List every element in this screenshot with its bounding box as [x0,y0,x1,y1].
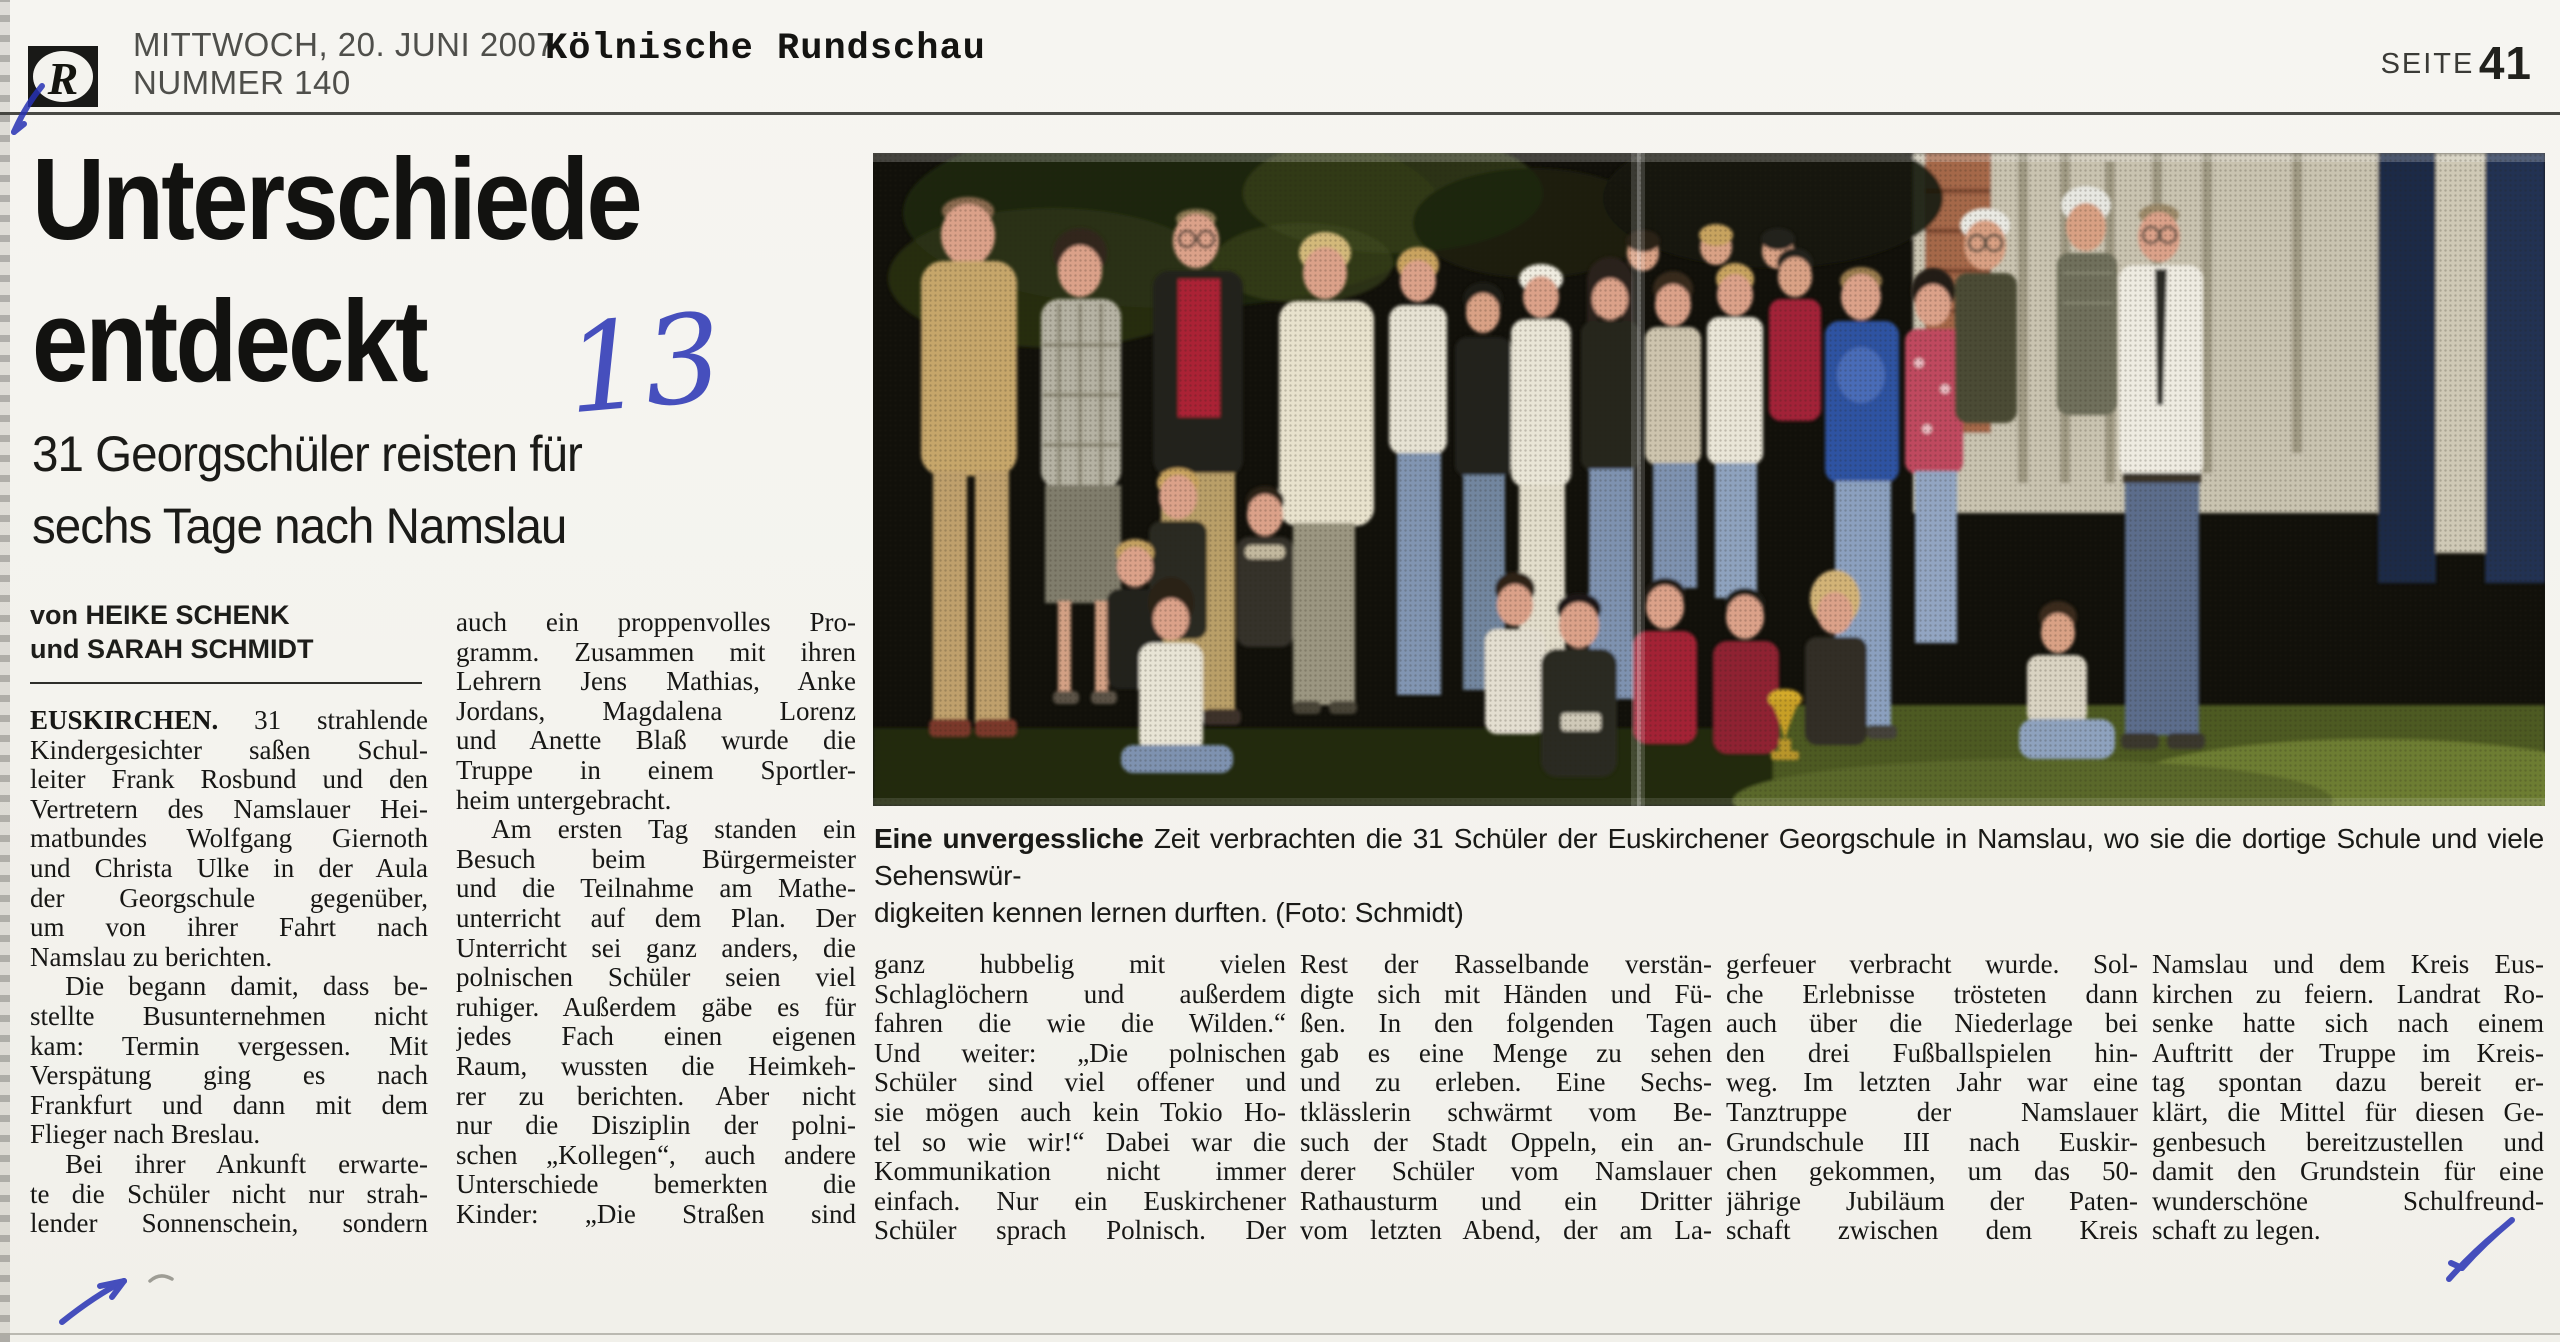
text-line: Raum, wussten die Heimkeh- [456,1051,856,1081]
page-label: SEITE [2380,48,2475,80]
text-line: und Christa Ulke in der Aula [30,853,428,883]
text-line: schaft zwischen dem Kreis [1726,1216,2138,1246]
text-line: unterricht auf dem Plan. Der [456,903,856,933]
subhead-line1: 31 Georgschüler reisten für [32,426,582,482]
text-line: tag spontan dazu bereit er- [2152,1068,2544,1098]
text-line: senke hatte sich nach einem [2152,1009,2544,1039]
text-line: fahren die wie die Wilden.“ [874,1009,1286,1039]
text-line: tel so wie wir!“ Dabei war die [874,1127,1286,1157]
text-line: auch über die Niederlage bei [1726,1009,2138,1039]
text-line: Namslau zu berichten. [30,942,273,972]
subhead-line2: sechs Tage nach Namslau [32,498,567,554]
header-rule [0,112,2560,115]
rundschau-logo [28,46,98,107]
text-line: Kindergesichter saßen Schul- [30,735,428,765]
text-line: um von ihrer Fahrt nach [30,913,428,943]
article-column-2 [456,608,856,1248]
text-line: damit den Grundstein für eine [2152,1157,2544,1187]
text-line: Bei ihrer Ankunft erwarte- [65,1149,428,1179]
text-line: Schlaglöchern und außerdem [874,979,1286,1009]
text-line: schen „Kollegen“, auch andere [456,1140,856,1170]
text-line: nur die Disziplin der polni- [456,1111,856,1141]
text-line: Schüler sprach Polnisch. Der [874,1216,1286,1246]
scan-bottom-line [0,1333,2560,1335]
text-line: Besuch beim Bürgermeister [456,844,856,874]
text-line: tklässlerin schwärmt vom Be- [1300,1097,1712,1127]
text-line: Unterricht sei ganz anders, die [456,933,856,963]
text-line: den drei Fußballspielen hin- [1726,1038,2138,1068]
text-line: lender Sonnenschein, sondern [30,1209,428,1239]
text-line: gramm. Zusammen mit ihren [456,637,856,667]
text-line: stellte Busunternehmen nicht [30,1001,428,1031]
text-line: Kommunikation nicht immer [874,1157,1286,1187]
text-line: kam: Termin vergessen. Mit [30,1031,428,1061]
headline-line1: Unterschiede [32,134,641,264]
article-column-6 [2152,950,2544,1250]
scan-edge-artifact [0,0,10,1342]
text-line: jährige Jubiläum der Paten- [1726,1186,2138,1216]
caption-lead: Eine unvergessliche [874,823,1144,854]
text-line: Schüler sind viel offener und [874,1068,1286,1098]
text-line: klärt, die Mittel für diesen Ge- [2152,1097,2544,1127]
masthead-title: Kölnische Rundschau [545,28,986,70]
text-line: Jordans, Magdalena Lorenz [456,696,856,726]
headline [32,128,731,412]
text-line: Frankfurt und dann mit dem [30,1090,428,1120]
text-line: Lehrern Jens Mathias, Anke [456,667,856,697]
caption-line1 [874,820,2544,894]
text-line: Grundschule III nach Euskir- [1726,1127,2138,1157]
text-line: Flieger nach Breslau. [30,1120,261,1150]
group-photo-illustration [873,153,2545,806]
text-line: der Georgschule gegenüber, [30,883,428,913]
issue-date [133,26,555,102]
text-line: ßen. In den folgenden Tagen [1300,1009,1712,1039]
caption-line2: digkeiten kennen lernen durften. (Foto: Schmidt) [874,897,1464,928]
text-line: ganz hubbelig mit vielen [874,950,1286,979]
text-line: Verspätung ging es nach [30,1061,428,1091]
page-number-block [2381,36,2532,90]
article-column-3 [874,950,1286,1250]
text-line: Truppe in einem Sportler- [456,755,856,785]
text-line: polnischen Schüler seien viel [456,963,856,993]
issue-date-line1: MITTWOCH, 20. JUNI 2007 [133,26,556,63]
text-line: auch ein proppenvolles Pro- [456,608,856,637]
article-photo [873,153,2545,806]
text-line: Vertretern des Namslauer Hei- [30,794,428,824]
text-line: wunderschöne Schulfreund- [2152,1186,2544,1216]
byline-line2: und SARAH SCHMIDT [30,634,314,664]
text-line: sie mögen auch kein Tokio Ho- [874,1097,1286,1127]
text-line: Kinder: „Die Straßen sind [456,1199,856,1229]
subheadline [32,418,611,562]
text-line: leiter Frank Rosbund und den [30,765,428,795]
handwritten-number: 13 [560,286,728,442]
article-column-4 [1300,950,1712,1250]
headline-line2: entdeckt [32,276,427,406]
text-line: jedes Fach einen eigenen [456,1022,856,1052]
text-line: einfach. Nur ein Euskirchener [874,1186,1286,1216]
byline [30,598,422,684]
article-column-5 [1726,950,2138,1250]
text-line: EUSKIRCHEN. 31 strahlende [30,706,428,735]
text-line: gerfeuer verbracht wurde. Sol- [1726,950,2138,979]
text-line: Und weiter: „Die polnischen [874,1038,1286,1068]
text-line: und die Teilnahme am Mathe- [456,874,856,904]
article-column-1 [30,706,428,1246]
photo-caption [874,820,2544,931]
text-line: schaft zu legen. [2152,1216,2321,1246]
text-line: gab es eine Menge zu sehen [1300,1038,1712,1068]
text-line: chen gekommen, um das 50- [1726,1157,2138,1187]
text-line: heim untergebracht. [456,785,672,815]
text-line: Namslau und dem Kreis Eus- [2152,950,2544,979]
text-line: Unterschiede bemerkten die [456,1170,856,1200]
text-line: Auftritt der Truppe im Kreis- [2152,1038,2544,1068]
text-line: Rest der Rasselbande verstän- [1300,950,1712,979]
text-line: te die Schüler nicht nur strah- [30,1179,428,1209]
text-line: genbesuch bereitzustellen und [2152,1127,2544,1157]
text-line: derer Schüler vom Namslauer [1300,1157,1712,1187]
logo-letter: R [47,53,79,104]
text-line: und Anette Blaß wurde die [456,726,856,756]
text-line: digte sich mit Händen und Fü- [1300,979,1712,1009]
text-line: weg. Im letzten Jahr war eine [1726,1068,2138,1098]
text-line: Rathausturm und ein Dritter [1300,1186,1712,1216]
text-line: ruhiger. Außerdem gäbe es für [456,992,856,1022]
caption-line1-rest: Zeit verbrachten die 31 Schüler der Euskirchener Georgschule in Namslau, wo sie die dortige Schule und viele Sehenswür- [874,823,2544,891]
issue-number: NUMMER 140 [133,64,351,101]
byline-line1: von HEIKE SCHENK [30,600,290,630]
text-line: Die begann damit, dass be- [65,972,428,1002]
text-line: kirchen zu feiern. Landrat Ro- [2152,979,2544,1009]
text-line: Am ersten Tag standen ein [491,815,856,845]
text-line: vom letzten Abend, der am La- [1300,1216,1712,1246]
text-line: matbundes Wolfgang Giernoth [30,824,428,854]
text-line: und zu erleben. Eine Sechs- [1300,1068,1712,1098]
text-line: such der Stadt Oppeln, ein an- [1300,1127,1712,1157]
text-line: Tanztruppe der Namslauer [1726,1097,2138,1127]
page-number: 41 [2478,37,2532,89]
text-line: che Erlebnisse trösteten dann [1726,979,2138,1009]
text-line: rer zu berichten. Aber nicht [456,1081,856,1111]
